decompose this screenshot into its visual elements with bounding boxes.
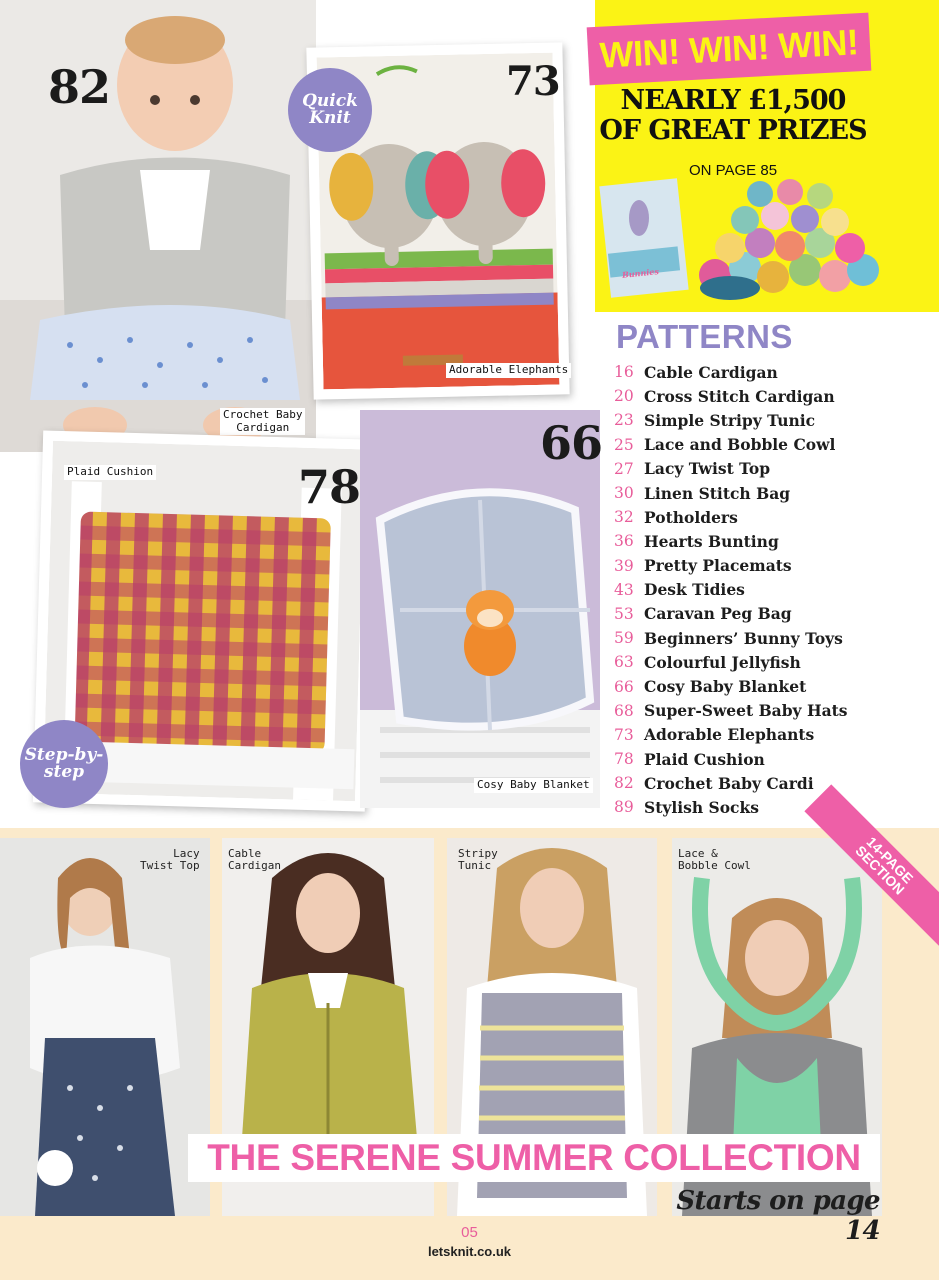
footer-website[interactable]: letsknit.co.uk	[427, 1244, 512, 1259]
pattern-item[interactable]	[614, 795, 934, 819]
pattern-item[interactable]	[614, 554, 934, 578]
crochet-baby-cardigan-caption: Crochet Baby Cardigan	[220, 408, 305, 435]
pattern-item[interactable]	[614, 408, 934, 432]
model-photo-lacy-twist-top	[0, 838, 210, 1216]
bunnies-kit-label: Bunnies	[621, 266, 660, 280]
pattern-name: Caravan Peg Bag	[644, 604, 792, 624]
pattern-item[interactable]	[614, 771, 934, 795]
pattern-page-number: 20	[614, 387, 634, 406]
prize-page-ref: ON PAGE 85	[688, 162, 778, 179]
pattern-name: Potholders	[644, 507, 738, 527]
stripy-tunic-caption: Stripy Tunic	[458, 847, 498, 872]
pattern-name: Linen Stitch Bag	[644, 483, 791, 503]
pattern-page-number: 43	[614, 580, 634, 599]
pattern-page-number: 30	[614, 484, 634, 503]
pattern-name: Super-Sweet Baby Hats	[644, 701, 848, 721]
fourteen-page-section-tag: 14-PAGE SECTION	[804, 784, 939, 945]
patterns-list	[614, 360, 934, 820]
page-number-78: 78	[298, 460, 361, 514]
pattern-name: Simple Stripy Tunic	[644, 410, 816, 430]
lacy-twist-top-caption: Lacy Twist Top	[140, 847, 200, 872]
pattern-item[interactable]	[614, 360, 934, 384]
pattern-name: Crochet Baby Cardi	[644, 773, 814, 793]
pattern-item[interactable]	[614, 481, 934, 505]
adorable-elephants-caption: Adorable Elephants	[446, 363, 571, 378]
cable-cardigan-caption: Cable Cardigan	[228, 847, 281, 872]
pattern-page-number: 16	[614, 363, 634, 382]
patterns-heading: PATTERNS	[616, 318, 793, 355]
pattern-page-number: 39	[614, 556, 634, 575]
step-by-step-badge: Step-by- step	[20, 720, 108, 808]
pattern-item[interactable]	[614, 529, 934, 553]
pattern-name: Adorable Elephants	[644, 725, 815, 745]
pattern-page-number: 63	[614, 653, 634, 672]
quick-knit-badge: Quick Knit	[288, 68, 372, 152]
pattern-item[interactable]	[614, 578, 934, 602]
pattern-name: Desk Tidies	[644, 580, 745, 600]
pattern-name: Hearts Bunting	[644, 531, 779, 551]
pattern-page-number: 89	[614, 798, 634, 817]
pattern-page-number: 59	[614, 629, 634, 648]
pattern-name: Cosy Baby Blanket	[644, 677, 807, 697]
page-number-82: 82	[48, 60, 111, 114]
pattern-item[interactable]	[614, 457, 934, 481]
pattern-page-number: 23	[614, 411, 634, 430]
win-banner: WIN! WIN! WIN!	[587, 13, 872, 86]
collection-title: THE SERENE SUMMER COLLECTION	[188, 1134, 880, 1182]
pattern-name: Beginners’ Bunny Toys	[644, 628, 843, 648]
prize-headline-line-1: NEARLY £1,500	[620, 85, 846, 116]
pattern-name: Cross Stitch Cardigan	[644, 386, 835, 406]
pattern-item[interactable]	[614, 626, 934, 650]
model-lacy-twist-top-illustration	[0, 838, 210, 1216]
pattern-name: Colourful Jellyfish	[644, 652, 801, 672]
pattern-page-number: 66	[614, 677, 634, 696]
prize-headline	[598, 86, 868, 146]
pattern-page-number: 53	[614, 604, 634, 623]
pattern-item[interactable]	[614, 747, 934, 771]
pattern-item[interactable]	[614, 723, 934, 747]
footer-page-number: 05	[461, 1224, 478, 1241]
pattern-name: Lace and Bobble Cowl	[644, 435, 836, 455]
cosy-baby-blanket-caption: Cosy Baby Blanket	[474, 778, 593, 793]
page-number-66: 66	[540, 416, 603, 470]
lace-bobble-cowl-caption: Lace & Bobble Cowl	[678, 847, 751, 872]
pattern-name: Plaid Cushion	[644, 749, 765, 769]
pattern-page-number: 32	[614, 508, 634, 527]
pattern-item[interactable]	[614, 602, 934, 626]
pattern-page-number: 68	[614, 701, 634, 720]
pattern-name: Cable Cardigan	[644, 362, 778, 382]
pattern-page-number: 78	[614, 750, 634, 769]
pattern-page-number: 27	[614, 459, 634, 478]
page-number-73: 73	[506, 58, 560, 105]
pattern-name: Pretty Placemats	[644, 556, 792, 576]
pattern-name: Stylish Socks	[644, 797, 759, 817]
pattern-item[interactable]	[614, 650, 934, 674]
pattern-name: Lacy Twist Top	[644, 459, 771, 479]
pattern-item[interactable]	[614, 699, 934, 723]
pattern-item[interactable]	[614, 505, 934, 529]
pattern-page-number: 36	[614, 532, 634, 551]
pattern-page-number: 73	[614, 725, 634, 744]
pattern-item[interactable]	[614, 433, 934, 457]
pattern-page-number: 82	[614, 774, 634, 793]
plaid-cushion-caption: Plaid Cushion	[64, 465, 156, 480]
collection-start-page: Starts on page 14	[676, 1186, 880, 1246]
pattern-item[interactable]	[614, 674, 934, 698]
prize-headline-line-2: OF GREAT PRIZES	[599, 115, 867, 147]
pattern-page-number: 25	[614, 435, 634, 454]
pattern-item[interactable]	[614, 384, 934, 408]
